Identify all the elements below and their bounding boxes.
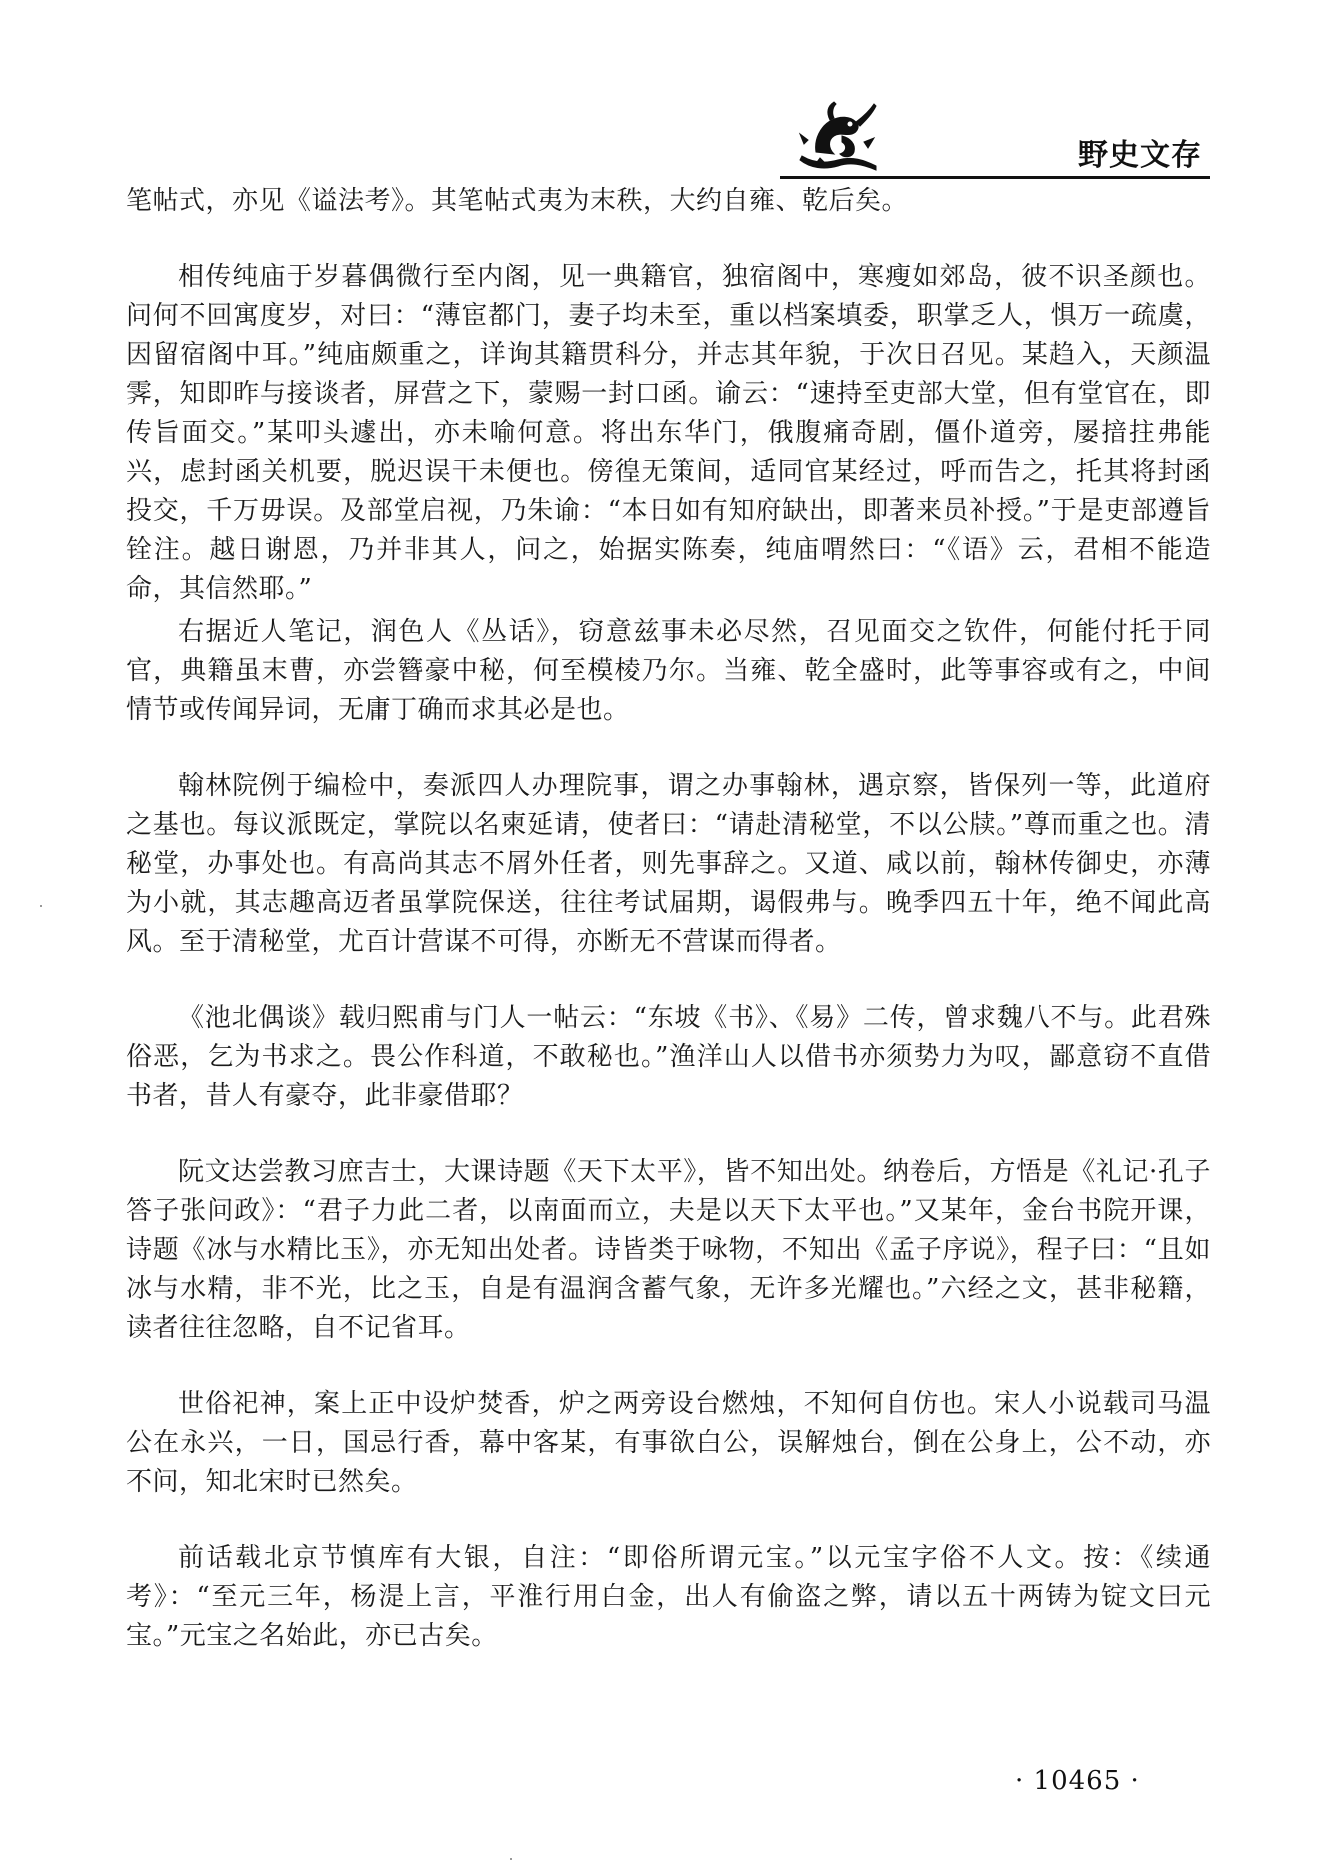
page-number: · 10465 · bbox=[1015, 1766, 1140, 1796]
series-title: 野史文存 bbox=[1078, 138, 1202, 173]
paragraph-3: 右据近人笔记，润色人《丛话》，窃意兹事未必尽然，召见面交之钦件，何能付托于同官，典籍虽末曹，亦尝簪豪中秘，何至模棱乃尔。当雍、乾全盛时，此等事容或有之，中间情节或传闻异词，无庸丁确而求其必是也。 bbox=[126, 617, 1211, 725]
scan-speck bbox=[40, 905, 42, 907]
paragraph-6: 阮文达尝教习庶吉士，大课诗题《天下太平》，皆不知出处。纳卷后，方悟是《礼记·孔子答子张问政》：“君子力此二者，以南面而立，夫是以天下太平也。”又某年，金台书院开课，诗题《冰与水精比玉》，亦无知出处者。诗皆类于咏物，不知出《孟子序说》，程子曰：“且如冰与水精，非不光，比之玉，自是有温润含蓄气象，无许多光耀也。”六经之文，甚非秘籍，读者往往忽略，自不记省耳。 bbox=[126, 1157, 1211, 1343]
body-text bbox=[126, 182, 1211, 1656]
paragraph-8: 前话载北京节慎库有大银，自注：“即俗所谓元宝。”以元宝字俗不人文。按：《续通考》：“至元三年，杨湜上言，平淮行用白金，出人有偷盗之弊，请以五十两铸为锭文曰元宝。”元宝之名始此，亦已古矣。 bbox=[126, 1543, 1211, 1651]
paragraph-4: 翰林院例于编检中，奏派四人办理院事，谓之办事翰林，遇京察，皆保列一等，此道府之基也。每议派既定，掌院以名柬延请，使者曰：“请赴清秘堂，不以公牍。”尊而重之也。清秘堂，办事处也。有高尚其志不屑外任者，则先事辞之。又道、咸以前，翰林传御史，亦薄为小就，其志趣高迈者虽掌院保送，往往考试届期，谒假弗与。晚季四五十年，绝不闻此高风。至于清秘堂，尤百计营谋不可得，亦断无不营谋而得者。 bbox=[126, 771, 1211, 957]
paragraph-7: 世俗祀神，案上正中设炉焚香，炉之两旁设台燃烛，不知何自仿也。宋人小说载司马温公在永兴，一日，国忌行香，幕中客某，有事欲白公，误解烛台，倒在公身上，公不动，亦不问，知北宋时已然矣。 bbox=[126, 1389, 1211, 1497]
paragraph-1: 笔帖式，亦见《谥法考》。其笔帖式夷为末秩，大约自雍、乾后矣。 bbox=[126, 186, 909, 216]
dragon-emblem-icon bbox=[794, 100, 882, 172]
paragraph-2: 相传纯庙于岁暮偶微行至内阁，见一典籍官，独宿阁中，寒瘦如郊岛，彼不识圣颜也。问何不回寓度岁，对曰：“薄宦都门，妻子均未至，重以档案填委，职掌乏人，惧万一疏虞，因留宿阁中耳。”纯庙颇重之，详询其籍贯科分，并志其年貌，于次日召见。某趋入，天颜温霁，知即昨与接谈者，屏营之下，蒙赐一封口函。谕云：“速持至吏部大堂，但有堂官在，即传旨面交。”某叩头遽出，亦未喻何意。将出东华门，俄腹痛奇剧，僵仆道旁，屡揞拄弗能兴，虑封函关机要，脱迟误干未便也。傍徨无策间，适同官某经过，呼而告之，托其将封函投交，千万毋误。及部堂启视，乃朱谕：“本日如有知府缺出，即著来员补授。”于是吏部遵旨铨注。越日谢恩，乃并非其人，问之，始据实陈奏，纯庙喟然曰：“《语》云，君相不能造命，其信然耶。” bbox=[126, 262, 1211, 604]
scan-speck bbox=[510, 1858, 512, 1860]
header-rule bbox=[780, 176, 1210, 179]
paragraph-5: 《池北偶谈》载归熙甫与门人一帖云：“东坡《书》、《易》二传，曾求魏八不与。此君殊俗恶，乞为书求之。畏公作科道，不敢秘也。”渔洋山人以借书亦须势力为叹，鄙意窃不直借书者，昔人有豪夺，此非豪借耶？ bbox=[126, 1003, 1211, 1111]
running-header bbox=[780, 100, 1210, 176]
